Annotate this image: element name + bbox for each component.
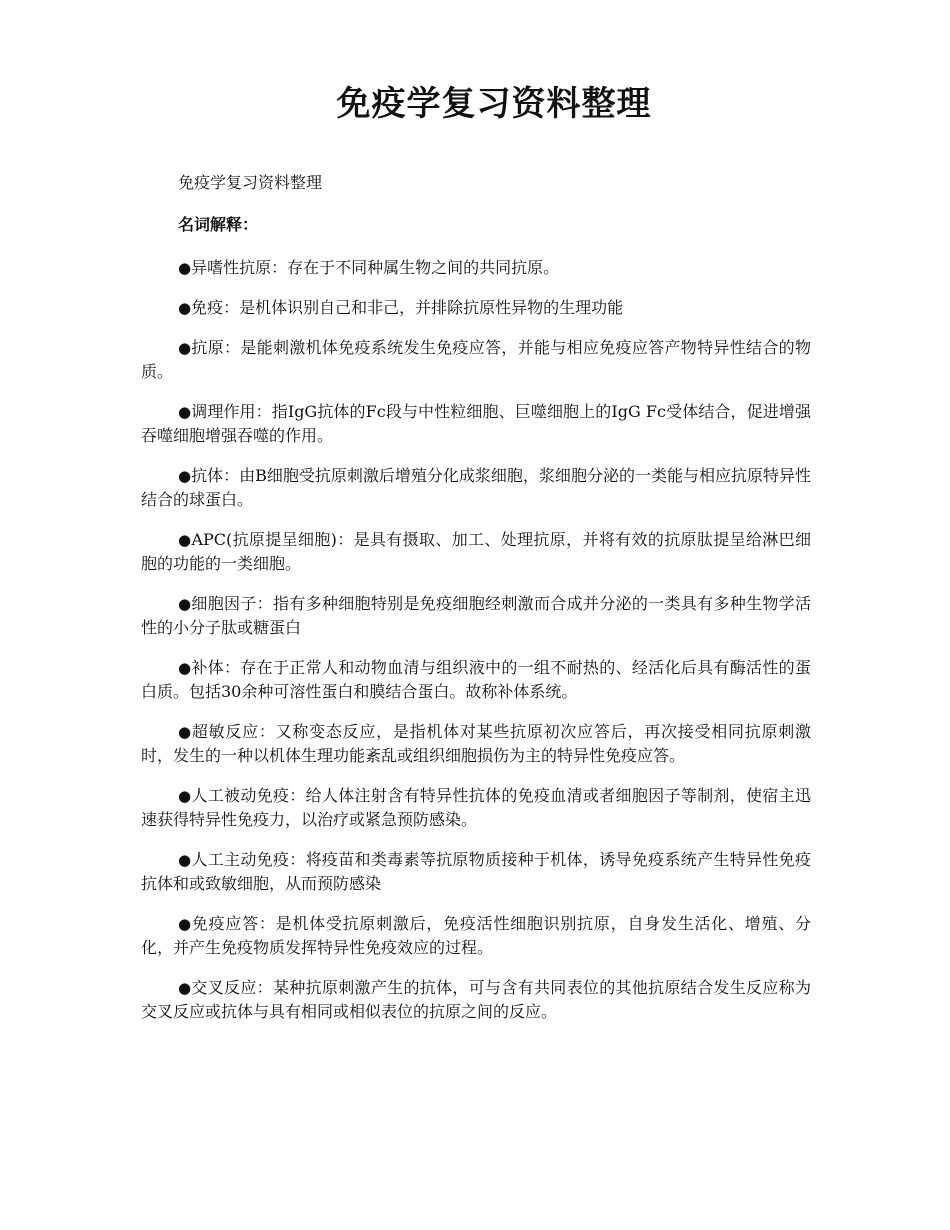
definition-entry xyxy=(141,912,811,960)
definition-text: 细胞因子：指有多种细胞特别是免疫细胞经刺激而合成并分泌的一类具有多种生物学活性的小分子肽或糖蛋白 xyxy=(141,594,811,637)
definition-text: 人工主动免疫：将疫苗和类毒素等抗原物质接种于机体，诱导免疫系统产生特异性免疫抗体和或致敏细胞，从而预防感染 xyxy=(141,850,811,893)
definition-entry xyxy=(141,592,811,640)
definition-text: 交叉反应：某种抗原刺激产生的抗体，可与含有共同表位的其他抗原结合发生反应称为交叉反应或抗体与具有相同或相似表位的抗原之间的反应。 xyxy=(141,978,811,1021)
bullet-icon: ● xyxy=(178,299,192,317)
definition-entry xyxy=(141,336,811,384)
definition-entry xyxy=(141,296,811,320)
section-heading: 名词解释： xyxy=(178,215,259,234)
definition-text: 补体：存在于正常人和动物血清与组织液中的一组不耐热的、经活化后具有酶活性的蛋白质。包括30余种可溶性蛋白和膜结合蛋白。故称补体系统。 xyxy=(141,658,811,701)
bullet-icon: ● xyxy=(178,787,192,805)
definition-entry xyxy=(141,848,811,896)
bullet-icon: ● xyxy=(178,259,192,277)
bullet-icon: ● xyxy=(178,403,192,421)
bullet-icon: ● xyxy=(178,659,192,677)
bullet-icon: ● xyxy=(178,595,192,613)
definition-entry xyxy=(141,256,811,280)
definition-text: 免疫：是机体识别自己和非己，并排除抗原性异物的生理功能 xyxy=(191,298,624,317)
bullet-icon: ● xyxy=(178,851,192,869)
definition-text: 异嗜性抗原：存在于不同种属生物之间的共同抗原。 xyxy=(191,258,560,277)
definition-entry xyxy=(141,720,811,768)
definition-text: 调理作用：指IgG抗体的Fc段与中性粒细胞、巨噬细胞上的IgG Fc受体结合，促进增强吞噬细胞增强吞噬的作用。 xyxy=(141,402,811,445)
document-subtitle: 免疫学复习资料整理 xyxy=(178,173,323,192)
bullet-icon: ● xyxy=(178,531,192,549)
bullet-icon: ● xyxy=(178,723,192,741)
definition-text: 人工被动免疫：给人体注射含有特异性抗体的免疫血清或者细胞因子等制剂，使宿主迅速获得特异性免疫力，以治疗或紧急预防感染。 xyxy=(141,786,811,829)
definition-entry xyxy=(141,528,811,576)
bullet-icon: ● xyxy=(178,339,192,357)
definition-entry xyxy=(141,976,811,1024)
definition-text: 抗体：由B细胞受抗原刺激后增殖分化成浆细胞，浆细胞分泌的一类能与相应抗原特异性结合的球蛋白。 xyxy=(141,466,811,509)
definition-entry xyxy=(141,464,811,512)
bullet-icon: ● xyxy=(178,979,192,997)
bullet-icon: ● xyxy=(178,467,192,485)
bullet-icon: ● xyxy=(178,915,192,933)
definition-entry xyxy=(141,400,811,448)
definition-entry xyxy=(141,784,811,832)
document-title: 免疫学复习资料整理 xyxy=(336,84,652,124)
definition-text: 免疫应答：是机体受抗原刺激后，免疫活性细胞识别抗原，自身发生活化、增殖、分化，并产生免疫物质发挥特异性免疫效应的过程。 xyxy=(141,914,811,957)
document-body xyxy=(141,171,811,1040)
definition-text: 抗原：是能刺激机体免疫系统发生免疫应答，并能与相应免疫应答产物特异性结合的物质。 xyxy=(141,338,811,381)
definition-entry xyxy=(141,656,811,704)
definition-text: 超敏反应：又称变态反应，是指机体对某些抗原初次应答后，再次接受相同抗原刺激时，发生的一种以机体生理功能紊乱或组织细胞损伤为主的特异性免疫应答。 xyxy=(141,722,811,765)
definition-text: APC(抗原提呈细胞)：是具有摄取、加工、处理抗原，并将有效的抗原肽提呈给淋巴细胞的功能的一类细胞。 xyxy=(141,530,811,573)
